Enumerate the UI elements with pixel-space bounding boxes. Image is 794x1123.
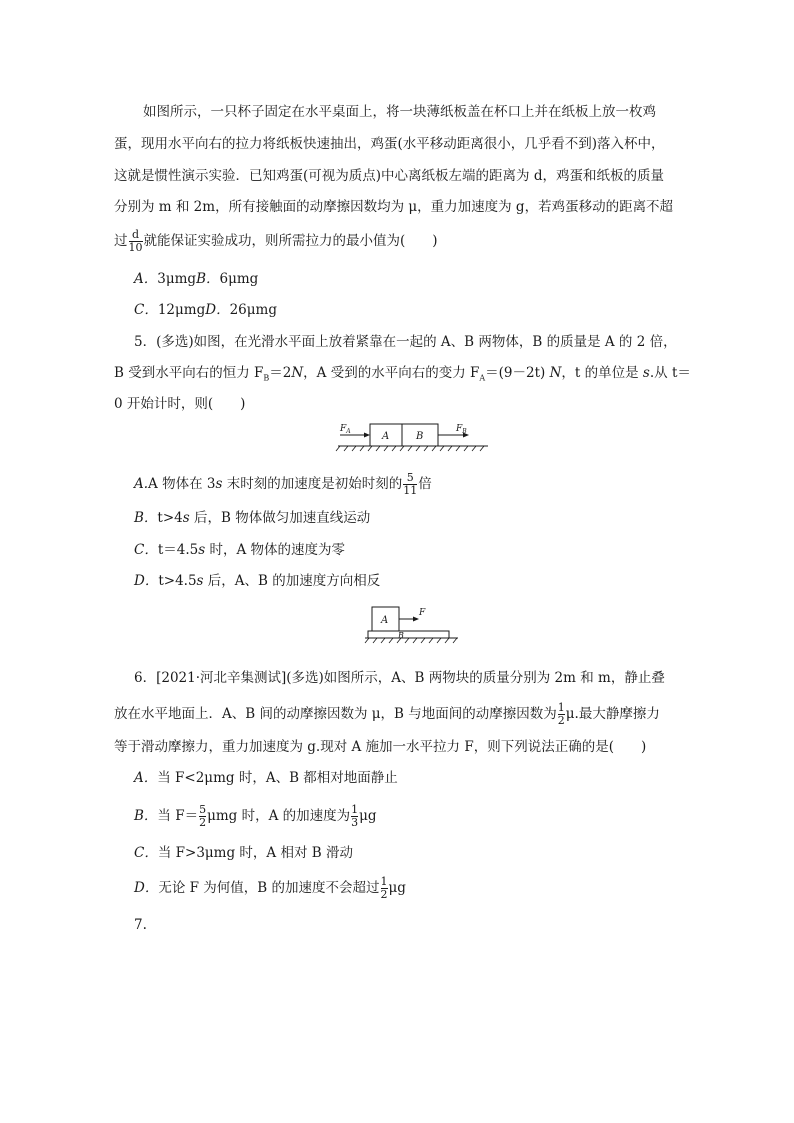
block-a-label: A xyxy=(382,431,390,442)
force-fb-label: $F_B$ xyxy=(456,424,467,435)
q6-option-c: C．当 F>3μmg 时，A 相对 B 滑动 xyxy=(134,845,353,861)
fraction-1-over-2: $\frac{1}{2}$ xyxy=(557,701,565,727)
q4-line-1: 如图所示，一只杯子固定在水平桌面上，将一块薄纸板盖在杯口上并在纸板上放一枚鸡 xyxy=(143,104,656,120)
q4-option-b: 6μmg xyxy=(219,271,259,287)
q4-option-d: 26μmg xyxy=(229,302,277,318)
force-f-label: F xyxy=(419,608,426,618)
q6-line-1: 6．[2021·河北辛集测试](多选)如图所示，A、B 两物块的质量分别为 2m 和 m，静止叠 xyxy=(134,670,665,686)
q4-line-3: 这就是惯性演示实验．已知鸡蛋(可视为质点)中心离纸板左端的距离为 d，鸡蛋和纸板的质量 xyxy=(114,168,664,184)
fraction-d-over-10: $\frac{d}{10}$ xyxy=(128,228,143,254)
q6-line-3: 等于滑动摩擦力，重力加速度为 g.现对 A 施加一水平拉力 F，则下列说法正确的是( ) xyxy=(114,739,647,755)
q4-option-c: 12μmg xyxy=(157,302,206,318)
q5-option-d: D．t>4.5s 后，A、B 的加速度方向相反 xyxy=(134,573,381,589)
q5-figure xyxy=(338,420,488,458)
q4-option-a: 3μmg xyxy=(157,271,197,287)
q5-line-3: 0 开始计时，则( ) xyxy=(114,396,246,412)
fraction-5-over-11: $\frac{5}{11}$ xyxy=(403,471,418,497)
q4-option-c-label: C． xyxy=(134,302,158,318)
force-fa-label: $F_A$ xyxy=(340,424,351,435)
q4-line-4: 分别为 m 和 2m，所有接触面的动摩擦因数均为 μ，重力加速度为 g，若鸡蛋移动的距离不超 xyxy=(114,199,674,215)
fraction-5-over-2: $\frac{5}{2}$ xyxy=(199,803,207,829)
q6-line-2: 放在水平地面上．A、B 间的动摩擦因数为 μ，B 与地面间的动摩擦因数为 $\frac{1}{2}$ μ.最大静摩擦力 xyxy=(114,701,660,727)
q4-line-5: 过 $\frac{d}{10}$ 就能保证实验成功，则所需拉力的最小值为( ) xyxy=(114,228,438,254)
q4-options-row-1 xyxy=(134,269,258,289)
q4-options-row-2 xyxy=(134,300,277,320)
plank-b xyxy=(368,631,449,638)
q6-option-d: D．无论 F 为何值，B 的加速度不会超过 $\frac{1}{2}$ μg xyxy=(134,875,406,901)
q7-label: 7. xyxy=(134,917,147,933)
q4-option-a-label: A． xyxy=(134,271,158,287)
fraction-1-over-2: $\frac{1}{2}$ xyxy=(380,875,388,901)
q4-option-b-label: B． xyxy=(196,271,220,287)
block-b-label: B xyxy=(416,431,424,442)
q5-option-c: C．t＝4.5s 时，A 物体的速度为零 xyxy=(134,542,346,558)
q4-line-2: 蛋，现用水平向右的拉力将纸板快速抽出，鸡蛋(水平移动距离很小，几乎看不到)落入杯中， xyxy=(114,136,665,152)
q5-option-a: A.A 物体在 3s 末时刻的加速度是初始时刻的 $\frac{5}{11}$ 倍 xyxy=(134,471,432,497)
q5-line-2: B 受到水平向右的恒力 $F_B=2N$，A 受到的水平向右的变力 $F_A=(9-2t)$ N，t 的单位是 s.从 t＝ xyxy=(114,365,691,383)
fraction-1-over-3: $\frac{1}{3}$ xyxy=(351,803,359,829)
q6-figure xyxy=(365,604,460,644)
q6-option-a: A．当 F<2μmg 时，A、B 都相对地面静止 xyxy=(134,770,398,786)
q4-option-d-label: D． xyxy=(205,302,230,318)
q6-option-b: B．当 F＝ $\frac{5}{2}$ μmg 时，A 的加速度为 $\frac{1}{3}$ μg xyxy=(134,803,377,829)
q5-line-1: 5．(多选)如图，在光滑水平面上放着紧靠在一起的 A、B 两物体，B 的质量是 A 的 2 倍， xyxy=(134,334,677,350)
q5-option-b: B．t>4s 后，B 物体做匀加速直线运动 xyxy=(134,510,371,526)
plank-b-label: B xyxy=(398,631,404,640)
block-a-label: A xyxy=(381,615,389,626)
